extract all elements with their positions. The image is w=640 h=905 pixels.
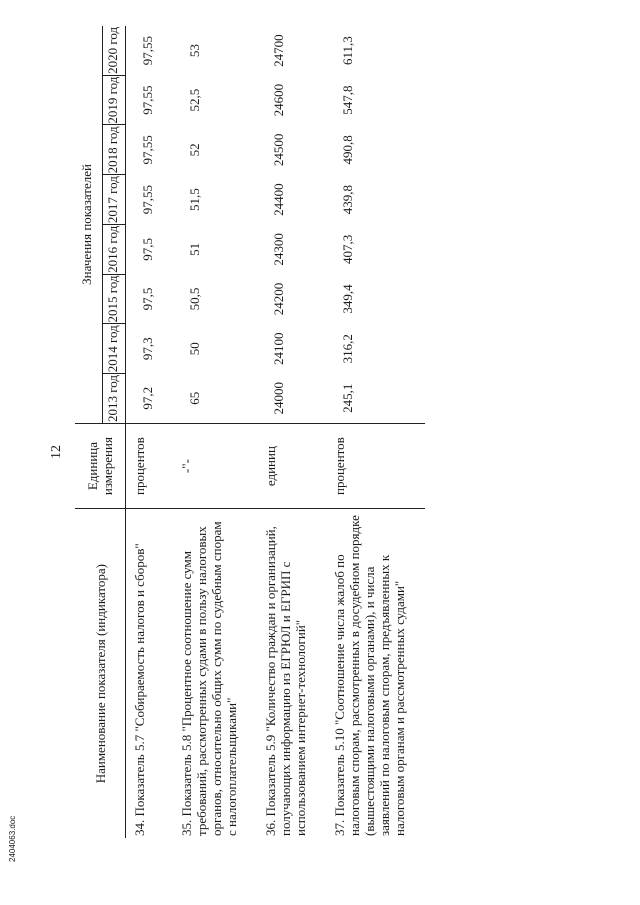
table-row <box>326 26 425 838</box>
value-cell: 24600 <box>271 83 286 117</box>
header-year: 2020 год <box>102 26 125 75</box>
value-cell: 24700 <box>271 34 286 67</box>
value-cell: 490,8 <box>340 135 355 165</box>
header-year: 2013 год <box>102 374 125 424</box>
indicator-name: 37. Показатель 5.10 "Соотношение числа жалоб по налоговым спорам, рассмотренных в досудебном порядке (вышестоящими налоговыми органами), и числа заявлений по налоговым спорам, предъявленных к налоговым органам и рассмотренных судами" <box>326 509 425 838</box>
value-cell: 53 <box>187 44 202 58</box>
header-values-group: Значения показателей <box>75 26 102 423</box>
value-cell: 349,4 <box>340 284 355 314</box>
indicator-unit: процентов <box>326 423 425 508</box>
header-indicator-name: Наименование показателя (индикатора) <box>75 509 126 838</box>
value-cell: 51,5 <box>187 188 202 211</box>
value-cell: 52,5 <box>187 88 202 112</box>
value-cell: 24000 <box>271 382 286 415</box>
value-cell: 407,3 <box>340 234 355 264</box>
value-cell: 97,5 <box>140 237 155 261</box>
value-cell: 611,3 <box>340 36 355 66</box>
value-cell: 97,3 <box>140 337 155 361</box>
header-unit: Единица измерения <box>75 423 126 508</box>
value-cell: 24500 <box>271 133 286 167</box>
indicator-name: 36. Показатель 5.9 "Количество граждан и организаций, получающих информацию из ЕГРЮЛ и ЕГРИП с использованием интернет-технологий" <box>257 509 326 838</box>
indicator-unit: процентов <box>126 423 174 508</box>
indicator-unit: единиц <box>257 423 326 508</box>
rotated-page <box>45 12 605 892</box>
header-year: 2016 год <box>102 224 125 274</box>
value-cell: 439,8 <box>340 184 355 215</box>
table-row <box>257 26 326 838</box>
value-cell: 24400 <box>271 183 286 216</box>
header-year: 2015 год <box>102 274 125 324</box>
value-cell: 52 <box>187 143 202 157</box>
header-year: 2018 год <box>102 125 125 175</box>
value-cell: 65 <box>187 391 202 405</box>
value-cell: 97,2 <box>140 386 155 410</box>
header-year: 2017 год <box>102 175 125 225</box>
value-cell: 51 <box>187 242 202 256</box>
value-cell: 24200 <box>271 282 286 316</box>
value-cell: 547,8 <box>340 85 355 115</box>
indicator-unit: -"- <box>173 423 257 508</box>
document-footer: 2404063.doc <box>8 815 17 862</box>
value-cell: 97,5 <box>140 287 155 311</box>
value-cell: 50,5 <box>187 287 202 311</box>
value-cell: 24300 <box>271 233 286 266</box>
value-cell: 50 <box>187 342 202 356</box>
value-cell: 97,55 <box>140 36 155 66</box>
value-cell: 316,2 <box>340 334 355 364</box>
value-cell: 97,55 <box>140 184 155 215</box>
value-cell: 24100 <box>271 332 286 366</box>
value-cell: 245,1 <box>340 383 355 413</box>
indicator-name: 34. Показатель 5.7 "Собираемость налогов и сборов" <box>126 509 174 838</box>
table-row <box>126 26 174 838</box>
indicators-table <box>75 26 425 838</box>
page-number: 12 <box>49 445 64 459</box>
header-year: 2019 год <box>102 75 125 125</box>
value-cell: 97,55 <box>140 135 155 165</box>
table-row <box>173 26 257 838</box>
header-year: 2014 год <box>102 324 125 374</box>
indicator-name: 35. Показатель 5.8 "Процентное соотношение сумм требований, рассмотренных судами в пользу налоговых органов, относительно общих сумм по судебным спорам с налогоплательщиками" <box>173 509 257 838</box>
value-cell: 97,55 <box>140 85 155 115</box>
